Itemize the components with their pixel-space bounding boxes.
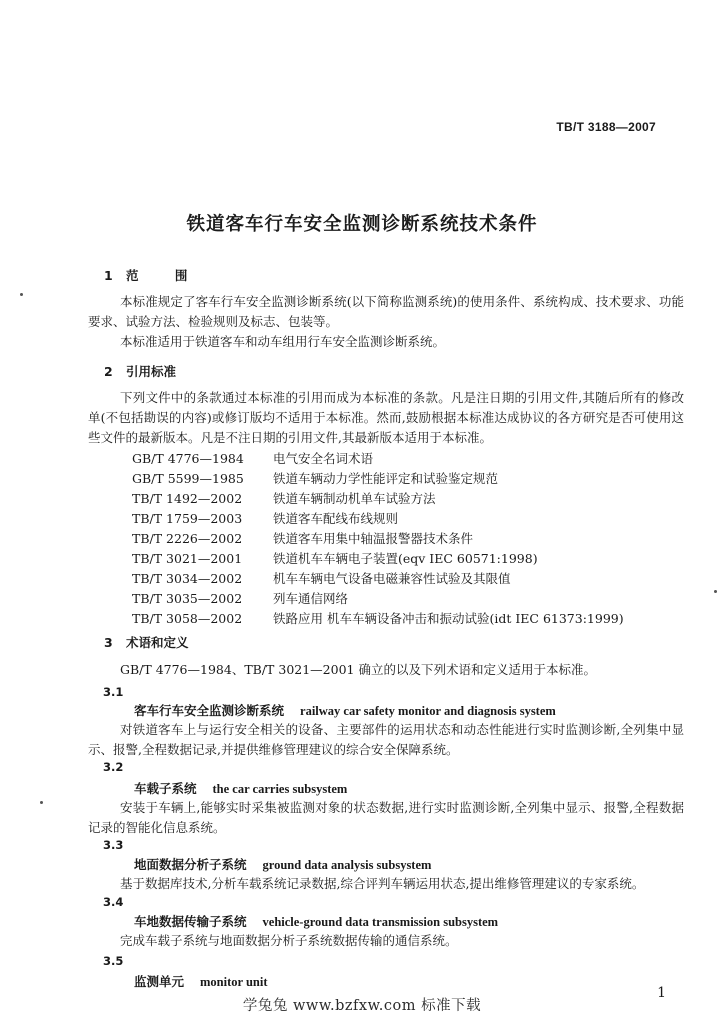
subsection-number: 3.2 <box>103 760 124 774</box>
term-chinese: 地面数据分析子系统 <box>134 857 247 872</box>
term-chinese: 监测单元 <box>134 974 185 989</box>
paragraph: 下列文件中的条款通过本标准的引用而成为本标准的条款。凡是注日期的引用文件,其随后所有的修改单(不包括勘误的内容)或修订版均不适用于本标准。然而,鼓励根据本标准达成协议的各方研究是否可使用这些文件的最新版本。凡是不注日期的引用文件,其最新版本适用于本标准。 <box>88 390 684 445</box>
subsection-number: 3.3 <box>103 838 124 852</box>
scan-speck <box>20 293 23 296</box>
reference-code: GB/T 4776—1984 <box>132 451 244 466</box>
reference-code: TB/T 3021—2001 <box>132 551 243 566</box>
term-english: the car carries subsystem <box>212 782 348 796</box>
document-title: 铁道客车行车安全监测诊断系统技术条件 <box>186 214 538 235</box>
reference-code: TB/T 3058—2002 <box>132 611 243 626</box>
term-definition: 对铁道客车上与运行安全相关的设备、主要部件的运用状态和动态性能进行实时监测诊断,全列集中显示、报警,全程数据记录,并提供维修管理建议的综合安全保障系统。 <box>88 722 684 757</box>
reference-item <box>132 469 498 487</box>
scan-speck <box>40 801 43 804</box>
reference-code: TB/T 3035—2002 <box>132 591 243 606</box>
reference-item <box>132 509 398 527</box>
reference-title: 铁道车辆制动机单车试验方法 <box>273 491 436 506</box>
term-heading <box>134 972 268 990</box>
reference-item <box>132 489 436 507</box>
term-chinese: 车地数据传输子系统 <box>134 914 247 929</box>
reference-title: 列车通信网络 <box>273 591 349 606</box>
reference-title: 铁道机车车辆电子装置(eqv IEC 60571:1998) <box>273 551 538 566</box>
section-number: 2 <box>104 364 113 379</box>
section-number: 3 <box>104 635 113 650</box>
subsection-number: 3.1 <box>103 685 124 699</box>
term-chinese: 车载子系统 <box>134 781 197 796</box>
page-number: 1 <box>657 985 666 1001</box>
reference-code: TB/T 1759—2003 <box>132 511 243 526</box>
term-definition: 安装于车辆上,能够实时采集被监测对象的状态数据,进行实时监测诊断,全列集中显示、报警,全程数据记录的智能化信息系统。 <box>88 800 684 835</box>
standard-code: TB/T 3188—2007 <box>556 120 656 134</box>
subsection-number: 3.5 <box>103 954 124 968</box>
term-heading <box>134 855 431 873</box>
section-number: 1 <box>104 268 113 283</box>
term-chinese: 客车行车安全监测诊断系统 <box>134 703 285 718</box>
reference-item <box>132 569 511 587</box>
section-3-heading <box>104 633 189 651</box>
section-1-heading <box>104 266 203 284</box>
term-english: ground data analysis subsystem <box>262 858 432 872</box>
scan-speck <box>714 590 717 593</box>
term-english: monitor unit <box>200 975 268 989</box>
reference-item <box>132 609 624 627</box>
reference-item <box>132 529 473 547</box>
reference-code: TB/T 3034—2002 <box>132 571 243 586</box>
reference-code: TB/T 1492—2002 <box>132 491 243 506</box>
paragraph: GB/T 4776—1984、TB/T 3021—2001 确立的以及下列术语和定义适用于本标准。 <box>120 662 596 677</box>
reference-item <box>132 549 538 567</box>
reference-code: GB/T 5599—1985 <box>132 471 244 486</box>
section-title: 引用标准 <box>126 364 177 379</box>
term-english: railway car safety monitor and diagnosis system <box>300 704 556 718</box>
section-2-heading <box>104 362 176 380</box>
footer-watermark: 学兔兔 www.bzfxw.com 标准下载 <box>242 998 482 1014</box>
reference-item <box>132 589 348 607</box>
reference-title: 铁路应用 机车车辆设备冲击和振动试验(idt IEC 61373:1999) <box>273 611 624 626</box>
reference-title: 电气安全名词术语 <box>273 451 374 466</box>
reference-item <box>132 449 373 467</box>
section-title: 术语和定义 <box>126 635 189 650</box>
section-title: 范 围 <box>126 268 204 283</box>
reference-title: 铁道客车配线布线规则 <box>273 511 399 526</box>
term-heading <box>134 779 347 797</box>
term-heading <box>134 701 556 719</box>
reference-title: 机车车辆电气设备电磁兼容性试验及其限值 <box>273 571 511 586</box>
reference-code: TB/T 2226—2002 <box>132 531 243 546</box>
term-definition: 完成车载子系统与地面数据分析子系统数据传输的通信系统。 <box>120 933 458 948</box>
reference-title: 铁道客车用集中轴温报警器技术条件 <box>273 531 474 546</box>
subsection-number: 3.4 <box>103 895 124 909</box>
term-definition: 基于数据库技术,分析车载系统记录数据,综合评判车辆运用状态,提出维修管理建议的专家系统。 <box>120 876 645 891</box>
paragraph: 本标准适用于铁道客车和动车组用行车安全监测诊断系统。 <box>120 334 446 349</box>
paragraph: 本标准规定了客车行车安全监测诊断系统(以下简称监测系统)的使用条件、系统构成、技术要求、功能要求、试验方法、检验规则及标志、包装等。 <box>88 294 684 329</box>
term-english: vehicle-ground data transmission subsystem <box>262 915 499 929</box>
reference-title: 铁道车辆动力学性能评定和试验鉴定规范 <box>273 471 499 486</box>
term-heading <box>134 912 498 930</box>
